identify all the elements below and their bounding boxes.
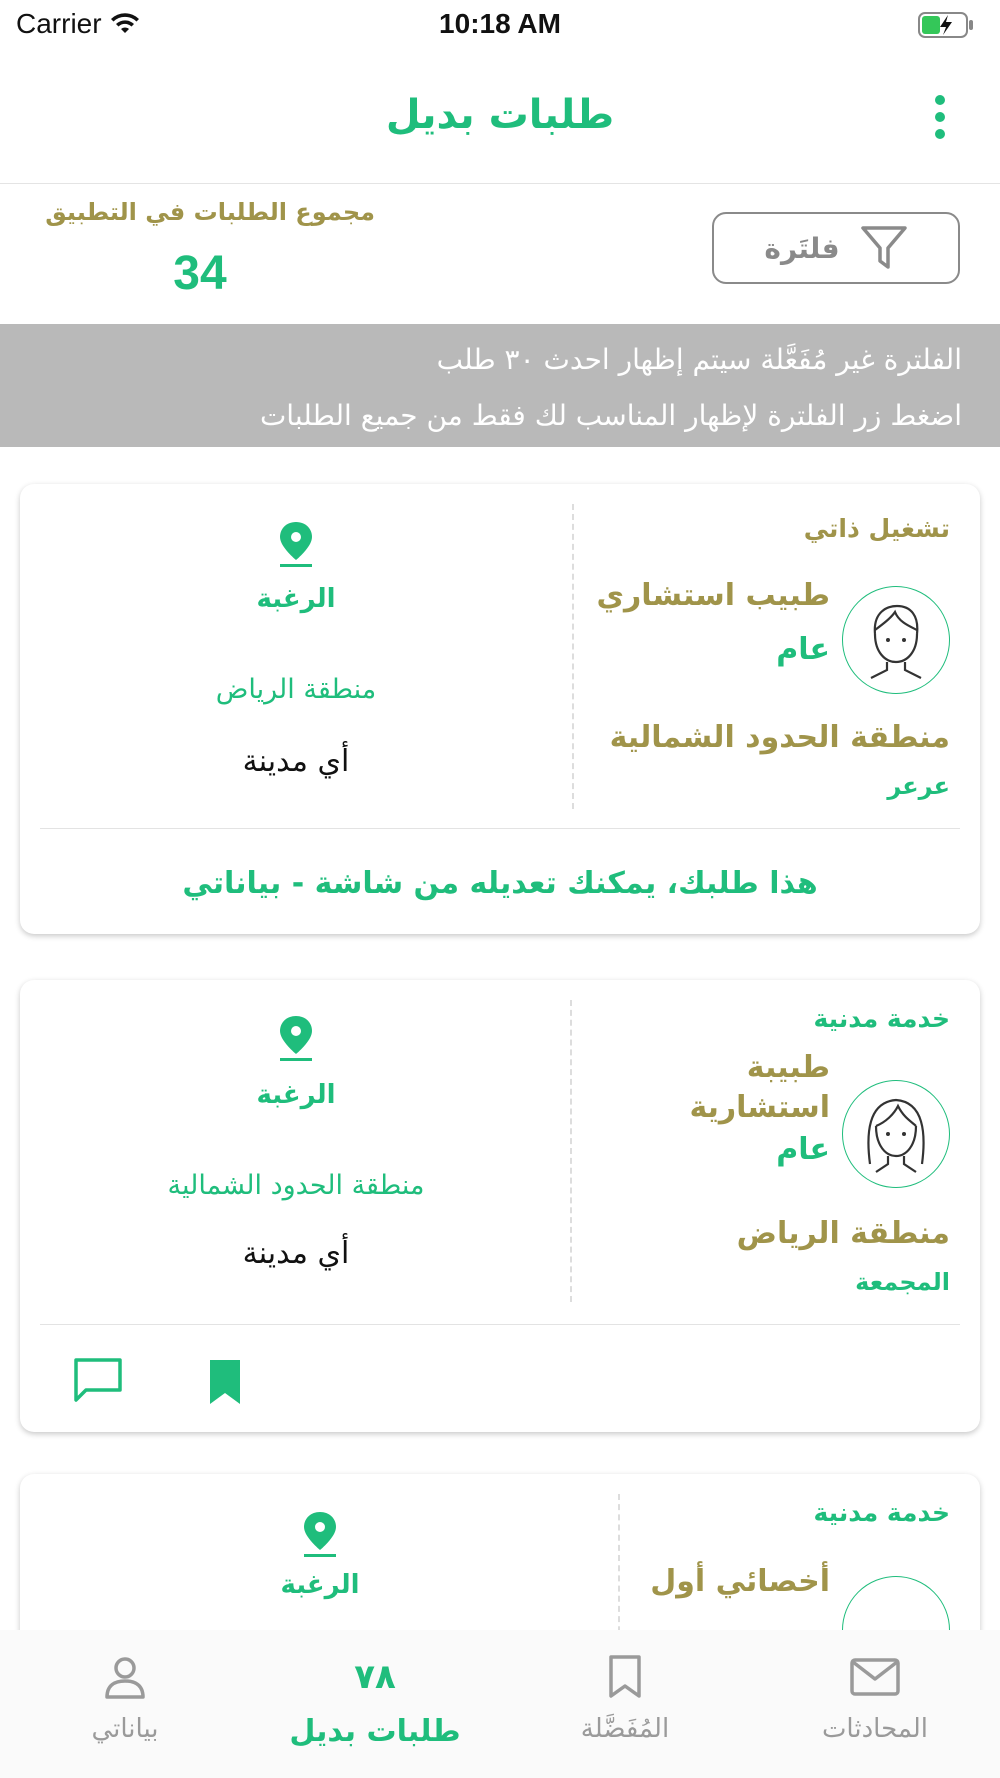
request-card[interactable] [20,980,980,1432]
card-divider [572,504,574,809]
request-type: تشغيل ذاتي [803,514,950,543]
tab-label: بياناتي [91,1714,159,1744]
mail-icon [849,1657,901,1697]
location-pin-icon [276,520,316,568]
job-title-line-2: استشارية [689,1090,830,1125]
desire-label: الرغبة [280,1570,360,1600]
battery-icon [918,12,974,38]
tab-my-data[interactable] [0,1630,250,1778]
current-city: عرعر [887,772,950,800]
desire-label: الرغبة [256,1080,336,1110]
tab-label: المحادثات [821,1714,929,1744]
card-footer-divider [40,1324,960,1325]
request-type: خدمة مدنية [813,1498,950,1527]
banner-line-2: اضغط زر الفلترة لإظهار المناسب لك فقط من جميع الطلبات [259,399,962,432]
more-options-icon[interactable] [925,92,955,142]
tab-conversations[interactable] [750,1630,1000,1778]
current-region: منطقة الرياض [736,1216,950,1251]
job-scope: عام [776,1132,830,1167]
filter-button[interactable] [712,212,960,284]
job-title: أخصائي أول [650,1564,830,1599]
request-type: خدمة مدنية [813,1004,950,1033]
clock: 10:18 AM [439,8,561,39]
filter-icon [860,225,908,271]
carrier-label: Carrier [16,8,102,39]
tab-label: المُفَضَّلة [580,1714,670,1744]
male-avatar-icon [861,600,931,680]
job-title-line-1: طبيبة [746,1050,830,1085]
job-scope: عام [776,632,830,667]
current-region: منطقة الحدود الشمالية [609,720,950,755]
desired-region: منطقة الرياض [215,674,377,705]
desire-label: الرغبة [256,584,336,614]
tab-label: طلبات بديل [289,1714,461,1749]
tab-favorites[interactable] [500,1630,750,1778]
page-title: طلبات بديل [385,92,615,138]
own-request-note: هذا طلبك، يمكنك تعديله من شاشة - بياناتي [182,866,818,901]
status-bar [0,0,1000,52]
tab-substitute-requests[interactable] [250,1630,500,1778]
bookmark-icon[interactable] [206,1358,244,1406]
tab-bar [0,1630,1000,1778]
job-title: طبيب استشاري [596,578,830,613]
desired-city: أي مدينة [242,744,350,779]
avatar [842,1080,950,1188]
total-requests-label: مجموع الطلبات في التطبيق [45,198,375,226]
banner-line-1: الفلترة غير مُفَعَّلة سيتم إظهار احدث ٣٠ طلب [436,343,962,376]
filter-button-label: فلتَرة [764,231,840,265]
location-pin-icon [276,1014,316,1062]
desired-region: منطقة الحدود الشمالية [167,1170,425,1201]
bookmark-icon [607,1654,643,1700]
request-card[interactable] [20,484,980,934]
navigation-bar [0,52,1000,184]
avatar [842,586,950,694]
female-avatar-icon [860,1094,932,1174]
card-divider [570,1000,572,1302]
location-pin-icon [300,1510,340,1558]
card-footer-divider [40,828,960,829]
chat-icon[interactable] [72,1356,124,1406]
current-city: المجمعة [855,1268,950,1296]
tab-count-badge: ٧٨ [354,1657,396,1697]
person-icon [103,1655,147,1699]
filter-info-banner [0,324,1000,447]
total-requests-count: 34 [173,247,227,300]
desired-city: أي مدينة [242,1236,350,1271]
